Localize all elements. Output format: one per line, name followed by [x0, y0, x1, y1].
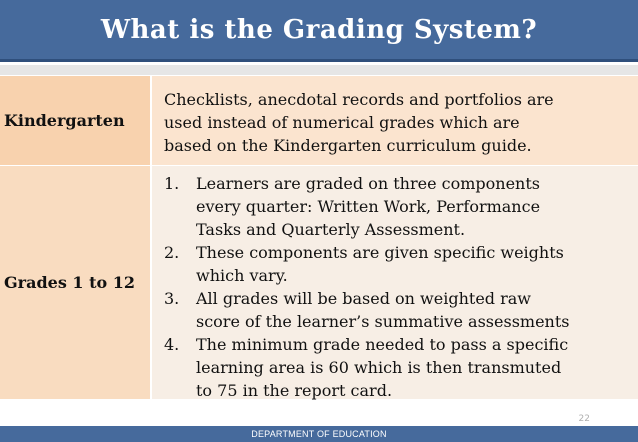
list-item-line: to 75 in the report card.: [196, 381, 393, 400]
list-item-line: These components are given specific weights: [196, 243, 564, 262]
grading-table: [0, 76, 638, 399]
body-line: Checklists, anecdotal records and portfolios are: [164, 90, 554, 109]
slide-title: What is the Grading System?: [100, 14, 538, 45]
row-label-kindergarten: Kindergarten: [0, 76, 152, 165]
body-line: based on the Kindergarten curriculum guide.: [164, 136, 532, 155]
list-item-line: every quarter: Written Work, Performance: [196, 197, 541, 216]
list-item-line: The minimum grade needed to pass a specific: [196, 335, 569, 354]
table-header-strip: [0, 65, 638, 75]
list-item-line: score of the learner’s summative assessments: [196, 312, 570, 331]
list-item-line: learning area is 60 which is then transmuted: [196, 358, 562, 377]
table-row-grades: [0, 165, 638, 399]
list-item-number: 3.: [164, 289, 180, 308]
title-bar: [0, 0, 638, 62]
body-line: used instead of numerical grades which are: [164, 113, 520, 132]
list-item: [164, 172, 638, 241]
list-item-number: 4.: [164, 335, 180, 354]
list-item: [164, 333, 638, 402]
page-number: 22: [578, 414, 590, 424]
list-item: [164, 241, 638, 287]
grading-list: [164, 172, 638, 402]
row-label-grades: Grades 1 to 12: [0, 166, 152, 399]
list-item-number: 1.: [164, 174, 180, 193]
list-item: [164, 287, 638, 333]
table-row-kindergarten: [0, 76, 638, 165]
list-item-line: All grades will be based on weighted raw: [196, 289, 531, 308]
list-item-line: which vary.: [196, 266, 288, 285]
list-item-line: Learners are graded on three components: [196, 174, 540, 193]
list-item-number: 2.: [164, 243, 180, 262]
list-item-line: Tasks and Quarterly Assessment.: [196, 220, 466, 239]
row-body-grades: [152, 166, 638, 399]
footer-bar: [0, 426, 638, 442]
footer-text: DEPARTMENT OF EDUCATION: [251, 429, 387, 439]
row-body-kindergarten: [152, 76, 638, 165]
